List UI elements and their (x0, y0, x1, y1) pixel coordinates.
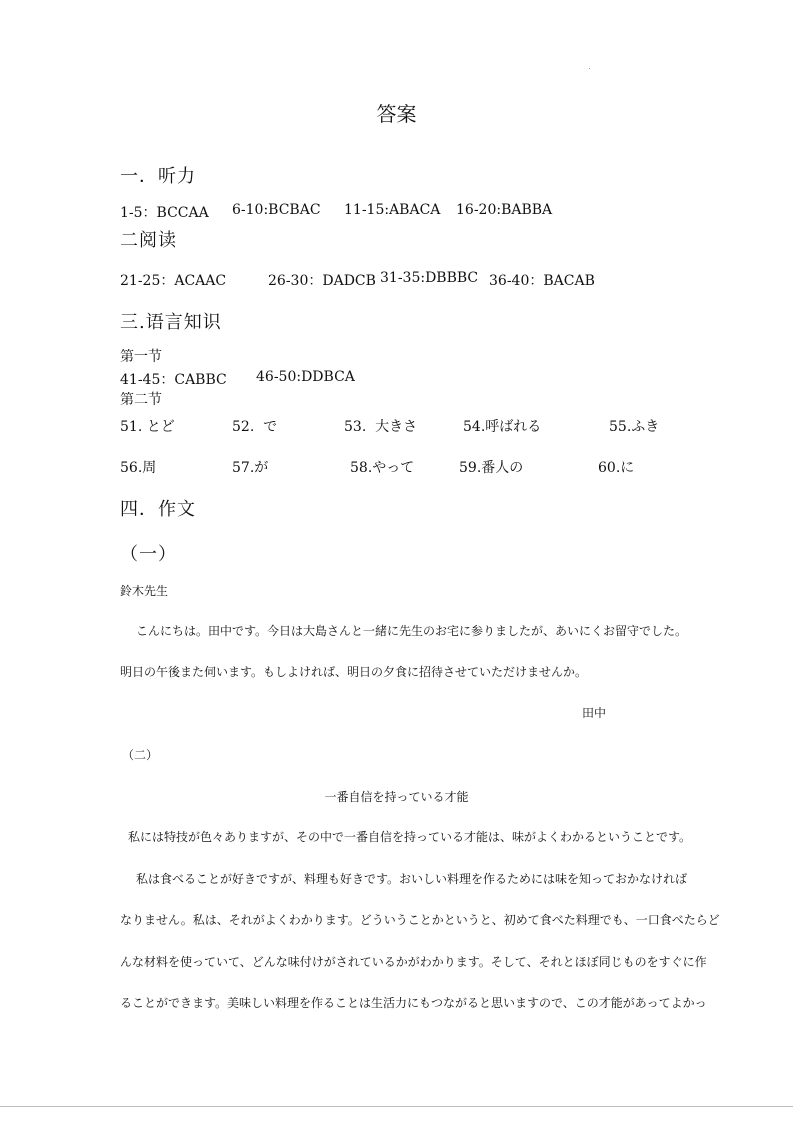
answer-group: 41-45：CABBC (120, 372, 227, 388)
page-title: 答案 (376, 102, 417, 126)
answer-group: 21-25：ACAAC (120, 273, 227, 289)
answer-group: 36-40：BACAB (489, 273, 595, 289)
letter-line: こんにちは。田中です。今日は大島さんと一緒に先生のお宅に参りましたが、あいにくお留守でした。 (136, 624, 688, 638)
answer-item: 56.周 (120, 460, 157, 476)
page-bottom-divider (0, 1106, 793, 1107)
essay-line: んな材料を使っていて、どんな味付けがされているかがわかります。そして、それとほぼ同じものをすぐに作 (120, 955, 707, 969)
answer-item: 53. 大きさ (344, 419, 418, 435)
section-4-heading: 四．作文 (120, 499, 196, 520)
essay-line: 私は食べることが好きですが、料理も好きです。おいしい料理を作るためには味を知っておかなければ (136, 872, 688, 886)
section-2-heading: 二阅读 (120, 230, 177, 251)
answer-group: 1-5：BCCAA (120, 205, 209, 221)
essay-title: 一番自信を持っている才能 (324, 790, 469, 804)
answer-group: 11-15:ABACA (344, 202, 441, 218)
answer-item: 54.呼ばれる (463, 419, 542, 435)
answer-item: 55.ふき (609, 419, 660, 435)
answer-item: 57.が (232, 460, 269, 476)
part-1-label: 第一节 (120, 349, 162, 365)
letter-line: 明日の午後また伺います。もしよければ、明日の夕食に招待させていただけませんか。 (120, 665, 588, 679)
answer-group: 31-35:DBBBC (380, 270, 479, 286)
answer-item: 58.やって (350, 460, 415, 476)
answer-group: 26-30：DADCB (268, 273, 376, 289)
section-3-heading: 三.语言知识 (120, 312, 222, 333)
answer-item: 52. で (232, 419, 278, 435)
essay-line: なりません。私は、それがよくわかります。どういうことかというと、初めて食べた料理でも、一口食べたらど (120, 913, 720, 927)
essay-1-label: （一） (120, 544, 177, 565)
section-1-heading: 一．听力 (120, 166, 196, 187)
letter-signature: 田中 (582, 706, 607, 720)
answer-item: 59.番人の (459, 460, 524, 476)
speck-mark (589, 68, 590, 69)
essay-2-label: （二） (122, 748, 159, 762)
answer-group: 46-50:DDBCA (256, 369, 355, 385)
answer-group: 6-10:BCBAC (232, 202, 321, 218)
essay-line: 私には特技が色々ありますが、その中で一番自信を持っている才能は、味がよくわかるということです。 (128, 830, 692, 844)
part-2-label: 第二节 (120, 392, 162, 408)
answer-item: 51. とど (120, 419, 175, 435)
letter-addressee: 鈴木先生 (120, 584, 169, 598)
answer-item: 60.に (598, 460, 635, 476)
essay-line: ることができます。美味しい料理を作ることは生活力にもつながると思いますので、この才能があってよかっ (120, 996, 707, 1010)
answer-group: 16-20:BABBA (456, 202, 553, 218)
